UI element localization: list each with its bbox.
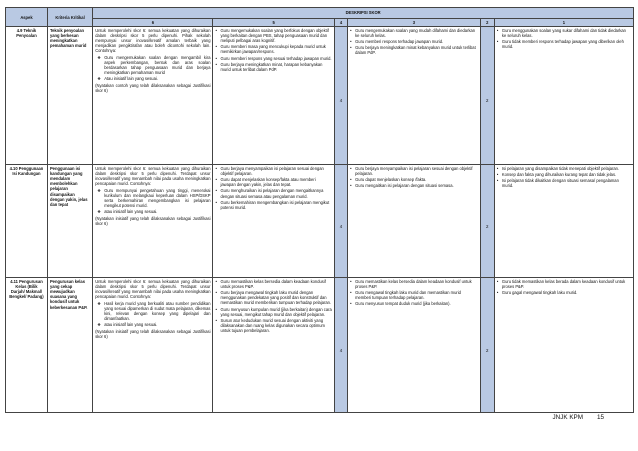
score-6-bullet: ❖ atau inisiatif lain yang sesuai.	[95, 322, 210, 327]
rubric-table	[5, 7, 634, 413]
score-5-cell	[213, 165, 334, 278]
header-score-3: 3	[348, 19, 480, 27]
score-1-cell	[494, 165, 633, 278]
score-6-note: (Nyatakan contoh yang telah dilaksanakan sebagai Justifikasi skor 6)	[95, 82, 211, 93]
list-item: • Guru memberi respons yang sesuai terhadap jawapan murid.	[215, 56, 331, 61]
aspek-cell: 4.11 Pengurusan Kelas (Bilik Darjah/ Makmal/ Bengkel/ Padang)	[6, 278, 48, 413]
kriteria-cell: Teknik penyoalan yang berkesan meningkatkan pemahaman murid	[47, 27, 92, 165]
score-1-cell	[494, 27, 633, 165]
list-item: • Guru tidak memberi respons terhadap jawapan yang diberikan oleh murid.	[497, 39, 631, 49]
list-item: • Guru memastikan kelas bersedia dalam keadaan kondusif untuk proses P&P.	[215, 279, 331, 289]
list-item: • Isi pelajaran tidak dikaitkan dengan situasi semasa/ pengalaman murid.	[497, 178, 631, 188]
aspek-cell: 4.10 Penggunaan Isi Kandungan	[6, 165, 48, 278]
list-item: • Guru berjaya meningkatkan minat kebanyakan murid untuk terlibat dalam PdP.	[350, 45, 477, 55]
aspek-cell: 4.9 Teknik Penyoalan	[6, 27, 48, 165]
score-6-cell	[93, 278, 213, 413]
list-item: • Guru mengemukakan soalan yang mudah difahami dan diedarkan ke seluruh kelas.	[350, 28, 477, 38]
score-4-value: 4	[339, 98, 343, 104]
score-5-cell	[213, 27, 334, 165]
list-item: • Guru menyusun kumpulan murid (jika berkaitan) dengan cara yang sesuai, mengikut tahap murid dan objektif pelajaran.	[215, 307, 331, 317]
page-number: 15	[596, 414, 604, 421]
score-2-cell	[480, 165, 494, 278]
list-item: • Susun atur kedudukan murid sesuai dengan aktiviti yang dilaksanakan dan ruang kelas digunakan secara optimum untuk tujuan pembelajaran.	[215, 318, 331, 333]
header-score-6: 6	[93, 19, 213, 27]
header-deskripsi-skor: DESKRIPSI SKOR	[93, 8, 634, 19]
score-5-cell	[213, 278, 334, 413]
list-item: • Isi pelajaran yang disampaikan tidak menepati objektif pelajaran.	[497, 166, 631, 171]
score-2-value: 2	[485, 347, 489, 353]
list-item: • Guru dapat menjelaskan konsep/fakta atau memberi jawapan dengan yakin, jelas dan tepat.	[215, 177, 331, 187]
score-6-cell	[93, 165, 213, 278]
list-item: • Guru memastikan kelas bersedia dalam keadaan kondusif untuk proses P&P.	[350, 279, 477, 289]
score-6-note: (Nyatakan inisiatif yang telah dilaksanakan sebagai Justifikasi skor 6)	[95, 215, 211, 226]
page-footer	[553, 414, 604, 421]
score-3-cell	[348, 278, 480, 413]
list-item: • Guru tidak memastikan kelas berada dalam keadaan kondusif untuk proses P&P.	[497, 279, 631, 289]
kriteria-cell: Pengurusan kelas yang cekap mewujudkan suasana yang kondusif untuk keberkesanan P&P.	[47, 278, 92, 413]
list-item: • Guru mengaitkan isi pelajaran dengan situasi semasa.	[350, 183, 477, 188]
score-6-cell	[93, 27, 213, 165]
score-4-cell	[334, 278, 347, 413]
score-4-cell	[334, 27, 347, 165]
header-score-2: 2	[480, 19, 494, 27]
list-item: • Guru mengawal tingkah laku murid dan memastikan murid memberi tumpuan terhadap pelajaran.	[350, 290, 477, 300]
list-item: • Guru gagal mengawal tingkah laku murid.	[497, 290, 631, 295]
table-row	[6, 278, 634, 413]
list-item: • Guru menyusun tempat duduk murid (jika berkaitan).	[350, 301, 477, 306]
list-item: • Guru memberi respons terhadap jawapan murid.	[350, 39, 477, 44]
score-6-note: (Nyatakan inisiatif yang telah dilaksanakan sebagai Justifikasi skor 6)	[95, 328, 211, 339]
score-2-cell	[480, 27, 494, 165]
score-6-bullet: ❖ Guru mempunyai pengetahuan yang tinggi, menerokai kurikulum dan melangkaui keperluan dalam HSP/DSKP serta berkemahiran mengembangkan isi pelajaran mengikut potensi murid.	[95, 188, 210, 208]
list-item: • Guru memberi masa yang mencukupi kepada murid untuk memikirkan jawapan/respons.	[215, 44, 331, 54]
score-6-intro: Untuk memperolehi skor 6: semua kekuatan yang dihuraikan dalam deskripsi skor 5 perlu dipenuhi. Terdapat unsur inovasi/kreatif yang menambah nilai pada usaha meningkatkan pencapaian murid. Contohnya:	[95, 279, 211, 300]
table-row	[6, 27, 634, 165]
list-item: • Guru berjaya mengawal tingkah laku murid dengan menggunakan pendekatan yang positif dan konstruktif dan memastikan murid memberikan tumpuan terhadap pelajaran.	[215, 290, 331, 305]
score-6-bullet: ❖ atau inisiatif lain yang sesuai.	[95, 209, 210, 214]
list-item: • Guru dapat menjelaskan konsep /fakta.	[350, 177, 477, 182]
score-3-cell	[348, 27, 480, 165]
score-6-bullet: ❖ Atau inisiatif lain yang sesuai.	[95, 76, 210, 81]
table-row	[6, 165, 634, 278]
list-item: • Guru menghuraikan isi pelajaran dengan mengaitkannya dengan situasi semasa atau pengalaman murid.	[215, 188, 331, 198]
score-1-cell	[494, 278, 633, 413]
kriteria-cell: Penggunaan isi kandungan yang mendalam membolehkan pelajaran disampaikan dengan yakin, jelas dan tepat	[47, 165, 92, 278]
header-score-5: 5	[213, 19, 334, 27]
score-2-value: 2	[485, 98, 489, 104]
score-4-value: 4	[339, 223, 343, 229]
score-6-bullet: ❖ Guru mengemukakan soalan dengan mengambil kira aspek perkembangan, bentuk dan aras soalan berdasarkan tahap penguasaan murid dan berjaya meningkatkan pemahaman murid	[95, 55, 210, 75]
list-item: • Guru mengemukakan soalan yang berfokus dengan objektif yang berkaitan dengan PBS, tahap penguasaan murid dan meliputi pelbagai aras kognitif.	[215, 28, 331, 43]
list-item: • Konsep dan fakta yang dihuraikan kurang tepat dan tidak jelas.	[497, 172, 631, 177]
header-kriteria: Kriteria Kritikal	[47, 8, 92, 27]
list-item: • Guru berjaya meningkatkan minat, harapan kebanyakan murid untuk terlibat dalam PdP.	[215, 62, 331, 72]
score-6-intro: Untuk memperolehi skor 6: semua kekuatan yang dihuraikan dalam deskripsi skor 5 perlu dipenuhi. Terdapat unsur inovasi/kreatif yang menambah nilai pada usaha meningkatkan pencapaian murid. Contohnya:	[95, 166, 211, 187]
score-3-cell	[348, 165, 480, 278]
score-6-intro: Untuk memperolehi skor 6: semua kekuatan yang dihuraikan dalam deskripsi skor 5 perlu dipenuhi. Pihak sekolah mempunyai unsur inovasi/kreatif amalan terbaik yang menjadikan pengiktirafan atau boleh dicontohi sekolah lain. Contohnya:	[95, 28, 211, 54]
header-aspek: Aspek	[6, 8, 48, 27]
list-item: • Guru berkemahiran mengembangkan isi pelajaran mengikut potensi murid.	[215, 200, 331, 210]
footer-label: JNJK KPM	[552, 414, 583, 421]
score-2-cell	[480, 278, 494, 413]
score-4-value: 4	[339, 347, 343, 353]
header-score-1: 1	[494, 19, 633, 27]
header-score-4: 4	[334, 19, 347, 27]
list-item: • Guru berjaya menyampaikan isi pelajaran sesuai dengan objektif pelajaran.	[350, 166, 477, 176]
list-item: • Guru berjaya menyampaikan isi pelajaran sesuai dengan objektif pelajaran.	[215, 166, 331, 176]
score-6-bullet: ❖ Hasil kerja murid yang berkualiti atau sumber pendidikan yang sesuai dipamerkan di sudut mata pelajaran, dikemas kini, relevan dengan konsep yang dipelajari dan dimanfaatkan.	[95, 301, 210, 321]
list-item: • Guru menggunakan soalan yang sukar difahami dan tidak diedarkan ke seluruh kelas.	[497, 28, 631, 38]
score-4-cell	[334, 165, 347, 278]
score-2-value: 2	[485, 223, 489, 229]
